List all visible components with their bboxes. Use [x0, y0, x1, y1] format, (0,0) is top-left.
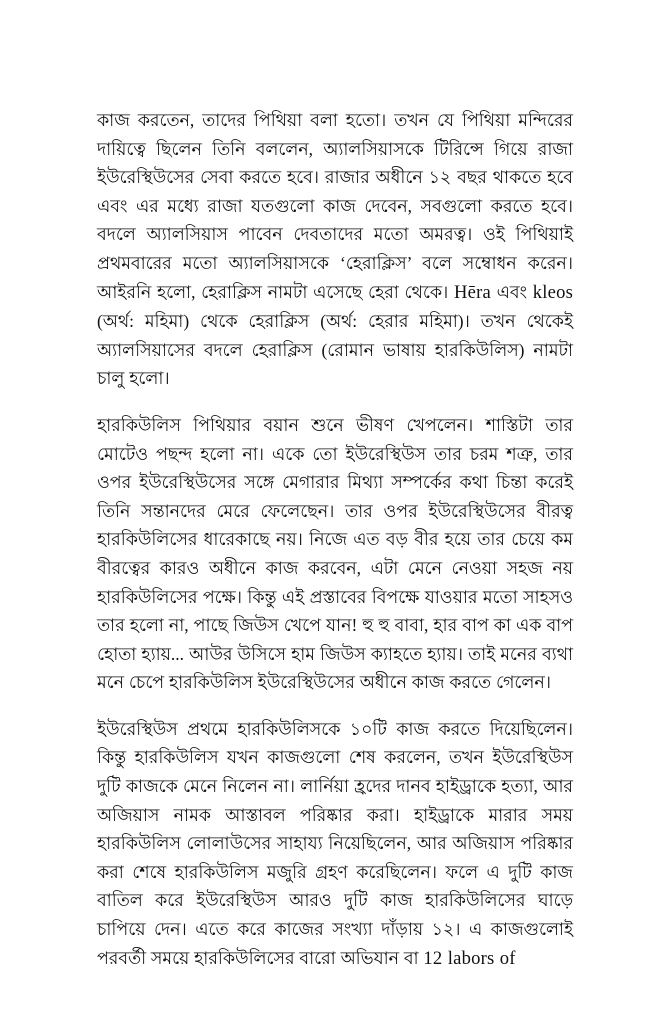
bengali-run: (অর্থ: মহিমা) থেকে হেরাক্লিস (অর্থ: হেরার মহিমা)। তখন থেকেই অ্যালসিয়াসের বদলে হেরাক্লিস (রোমান ভাষায় হারকিউলিস) নামটা চালু হলো।	[97, 311, 573, 389]
latin-term: kleos	[532, 281, 574, 303]
latin-term: 12 labors of	[423, 947, 516, 969]
paragraph-3	[97, 715, 573, 973]
bengali-run: এবং	[490, 281, 533, 302]
bengali-run: ইউরেস্থিউস প্রথমে হারকিউলিসকে ১০টি কাজ করতে দিয়েছিলেন। কিন্তু হারকিউলিস যখন কাজগুলো শেষ করলেন, তখন ইউরেস্থিউস দুটি কাজকে মেনে নিলেন না। লার্নিয়া হ্রদের দানব হাইড্রাকে হত্যা, আর অজিয়াস নামক আস্তাবল পরিষ্কার করা। হাইড্রাকে মারার সময় হারকিউলিস লোলাউসের সাহায্য নিয়েছিলেন, আর অজিয়াস পরিষ্কার করা শেষে হারকিউলিস মজুরি গ্রহণ করেছিলেন। ফলে এ দুটি কাজ বাতিল করে ইউরেস্থিউস আরও দুটি কাজ হারকিউলিসের ঘাড়ে চাপিয়ে দেন। এতে করে কাজের সংখ্যা দাঁড়ায় ১২। এ কাজগুলোই পরবর্তী সময়ে হারকিউলিসের বারো অভিযান বা	[97, 718, 573, 968]
paragraph-2	[97, 411, 573, 697]
paragraph-1	[97, 106, 573, 393]
bengali-run: হারকিউলিস পিথিয়ার বয়ান শুনে ভীষণ খেপলেন। শাস্তিটা তার মোটেও পছন্দ হলো না। একে তো ইউরেস্থিউস তার চরম শত্রু, তার ওপর ইউরেস্থিউসের সঙ্গে মেগারার মিথ্যা সম্পর্কের কথা চিন্তা করেই তিনি সন্তানদের মেরে ফেলেছেন। তার ওপর ইউরেস্থিউসের বীরত্ব হারকিউলিসের ধারেকাছে নয়। নিজে এত বড় বীর হয়ে তার চেয়ে কম বীরত্বের কারও অধীনে কাজ করবেন, এটা মেনে নেওয়া সহজ নয় হারকিউলিসের পক্ষে। কিন্তু এই প্রস্তাবের বিপক্ষে যাওয়ার মতো সাহসও তার হলো না, পাছে জিউস খেপে যান! হু হু বাবা, হার বাপ কা এক বাপ হোতা হ্যায়... আউর উসিসে হাম জিউস ক্যাহতে হ্যায়। তাই মনের ব্যথা মনে চেপে হারকিউলিস ইউরেস্থিউসের অধীনে কাজ করতে গেলেন।	[97, 414, 573, 693]
text-column	[97, 106, 573, 973]
latin-term: Hēra	[453, 281, 491, 303]
bengali-run: কাজ করতেন, তাদের পিথিয়া বলা হতো। তখন যে পিথিয়া মন্দিরের দায়িত্বে ছিলেন তিনি বললেন, অ্যালসিয়াসকে টিরিন্সে গিয়ে রাজা ইউরেস্থিউসের সেবা করতে হবে। রাজার অধীনে ১২ বছর থাকতে হবে এবং এর মধ্যে রাজা যতগুলো কাজ দেবেন, সবগুলো করতে হবে। বদলে অ্যালসিয়াস পাবেন দেবতাদের মতো অমরত্ব। ওই পিথিয়াই প্রথমবারের মতো অ্যালসিয়াসকে ‘হেরাক্লিস’ বলে সম্বোধন করেন। আইরনি হলো, হেরাক্লিস নামটা এসেছে হেরা থেকে।	[97, 110, 573, 302]
